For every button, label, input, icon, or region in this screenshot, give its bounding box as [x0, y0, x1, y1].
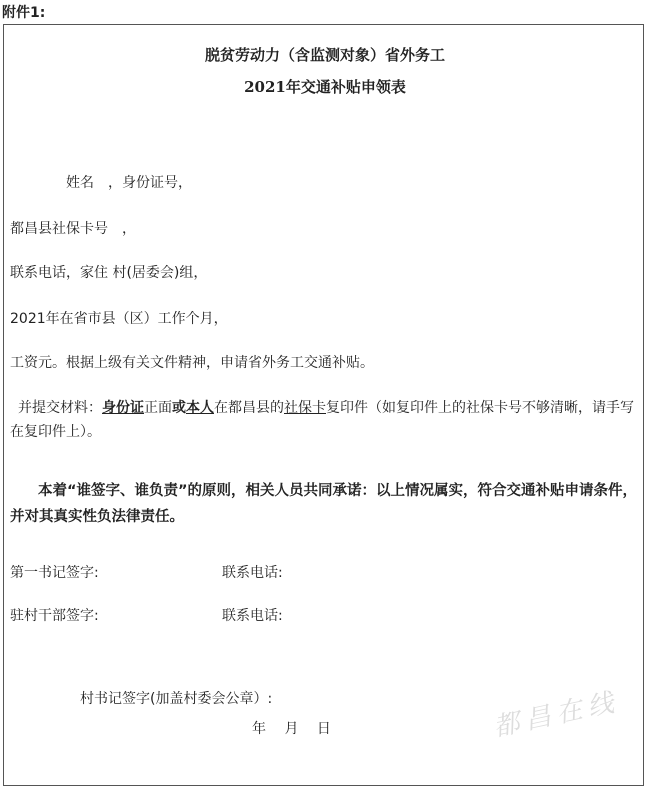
contact-line: 联系电话，家住 村(居委会)组， [10, 265, 208, 281]
first-secretary-signature: 第一书记签字: [10, 565, 99, 581]
salary-line: 工资元。根据上级有关文件精神，申请省外务工交通补贴。 [10, 355, 374, 371]
social-card-line: 都昌县社保卡号 ， [10, 221, 136, 237]
materials-social-card: 社保卡 [284, 400, 326, 416]
materials-copy: 复印件（如复印件上的社保卡号不够清晰，请手写在复印件上）。 [10, 400, 634, 440]
name-id-line: 姓名 ，身份证号， [66, 175, 192, 191]
work-line: 2021年在省市县（区）工作个月， [10, 311, 228, 327]
materials-self: 本人 [186, 400, 214, 416]
materials-front: 正面 [144, 400, 172, 416]
form-title-line1: 脱贫劳动力（含监测对象）省外务工 [204, 46, 445, 64]
village-cadre-signature: 驻村干部签字: [10, 608, 99, 624]
date-line: 年 月 日 [252, 721, 331, 737]
materials-or: 或 [172, 400, 186, 416]
village-cadre-phone: 联系电话: [222, 608, 283, 624]
first-secretary-phone: 联系电话: [222, 565, 283, 581]
materials-paragraph [10, 396, 638, 444]
materials-in-county: 在都昌县的 [214, 400, 284, 416]
village-secretary-signature: 村书记签字(加盖村委会公章）: [80, 691, 273, 707]
materials-id-card: 身份证 [102, 400, 144, 416]
watermark: 都昌在线 [490, 686, 623, 743]
annex-label: 附件1: [2, 5, 46, 21]
materials-prefix: 并提交材料： [18, 400, 102, 416]
form-title-line2: 2021年交通补贴申领表 [244, 78, 406, 96]
commitment-paragraph: 本着“谁签字、谁负责”的原则，相关人员共同承诺：以上情况属实，符合交通补贴申请条件，并对其真实性负法律责任。 [10, 483, 638, 525]
